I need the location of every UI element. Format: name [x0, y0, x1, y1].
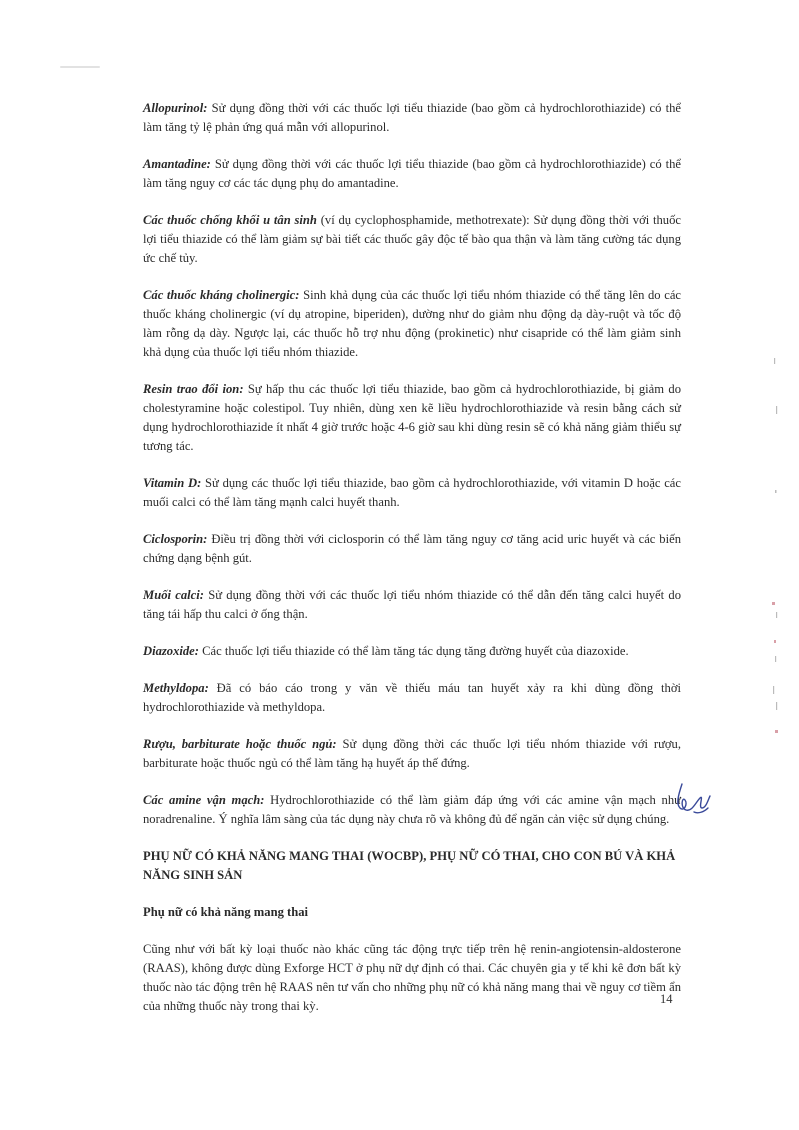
interaction-paragraph [143, 791, 681, 829]
interaction-text: Sử dụng đồng thời với các thuốc lợi tiểu thiazide (bao gồm cả hydrochlorothiazide) có thể làm tăng tỷ lệ phản ứng quá mẫn với allopurinol. [143, 101, 681, 134]
interaction-paragraph [143, 642, 681, 661]
drug-term: Các thuốc kháng cholinergic: [143, 288, 300, 302]
interaction-text: Các thuốc lợi tiểu thiazide có thể làm tăng tác dụng tăng đường huyết của diazoxide. [198, 644, 629, 658]
interaction-text: Điều trị đồng thời với ciclosporin có thể làm tăng nguy cơ tăng acid uric huyết và các biến chứng dạng bệnh gút. [143, 532, 681, 565]
interaction-text: Sử dụng đồng thời với các thuốc lợi tiểu thiazide (bao gồm cả hydrochlorothiazide) có thể làm tăng nguy cơ các tác dụng phụ do amantadine. [143, 157, 681, 190]
handwritten-initials-icon [672, 778, 716, 822]
drug-term: Các thuốc chống khối u tân sinh [143, 213, 317, 227]
interaction-text: Sử dụng đồng thời với các thuốc lợi tiểu nhóm thiazide có thể dẫn đến tăng calci huyết do tăng tái hấp thu calci ở ống thận. [143, 588, 681, 621]
interaction-paragraph [143, 155, 681, 193]
interaction-paragraph [143, 380, 681, 456]
interaction-paragraph [143, 211, 681, 268]
drug-term: Rượu, barbiturate hoặc thuốc ngủ: [143, 737, 337, 751]
interaction-paragraph [143, 679, 681, 717]
interaction-paragraph [143, 286, 681, 362]
drug-term: Diazoxide: [143, 644, 199, 658]
section-heading: PHỤ NỮ CÓ KHẢ NĂNG MANG THAI (WOCBP), PHỤ NỮ CÓ THAI, CHO CON BÚ VÀ KHẢ NĂNG SINH SẢN [143, 849, 676, 882]
page-number: 14 [660, 992, 673, 1006]
interaction-text: Hydrochlorothiazide có thể làm giảm đáp ứng với các amine vận mạch như noradrenaline. Ý nghĩa lâm sàng của tác dụng này chưa rõ và không đủ để ngăn cản việc sử dụng chúng. [143, 793, 681, 826]
scan-smudge [60, 66, 100, 68]
drug-term: Vitamin D: [143, 476, 202, 490]
drug-term: Ciclosporin: [143, 532, 208, 546]
closing-paragraph: Cũng như với bất kỳ loại thuốc nào khác cũng tác động trực tiếp trên hệ renin-angiotensin-aldosterone (RAAS), không được dùng Exforge HCT ở phụ nữ dự định có thai. Các chuyên gia y tế khi kê đơn bất kỳ thuốc nào tác động trên hệ RAAS nên tư vấn cho những phụ nữ có khả năng mang thai về nguy cơ tiềm ẩn của những thuốc này trong thai kỳ. [143, 942, 681, 1013]
interaction-text: Đã có báo cáo trong y văn về thiếu máu tan huyết xảy ra khi dùng đồng thời hydrochlorothiazide và methyldopa. [143, 681, 681, 714]
interaction-text: Sự hấp thu các thuốc lợi tiểu thiazide, bao gồm cả hydrochlorothiazide, bị giảm do cholestyramine hoặc colestipol. Tuy nhiên, dùng xen kẽ liều hydrochlorothiazide và resin bằng cách sử dụng hydrochlorothiazide ít nhất 4 giờ trước hoặc 4-6 giờ sau khi dùng resin sẽ có khả năng giảm thiểu sự tương tác. [143, 382, 681, 453]
scan-edge-marks [764, 350, 784, 770]
drug-term: Muối calci: [143, 588, 204, 602]
drug-term: Allopurinol: [143, 101, 208, 115]
interaction-text: (ví dụ cyclophosphamide, methotrexate): Sử dụng đồng thời với thuốc lợi tiểu thiazide có thể làm giảm sự bài tiết các thuốc gây độc tế bào qua thận và làm tăng cường tác dụng ức chế tủy. [143, 213, 681, 265]
interaction-text: Sinh khả dụng của các thuốc lợi tiểu nhóm thiazide có thể tăng lên do các thuốc kháng cholinergic (ví dụ atropine, biperiden), dường như do giảm nhu động dạ dày-ruột và tốc độ làm rỗng dạ dày. Ngược lại, các thuốc hỗ trợ nhu động (prokinetic) như cisapride có thể làm giảm sinh khả dụng của thuốc lợi tiểu nhóm thiazide. [143, 288, 681, 359]
interaction-paragraph [143, 474, 681, 512]
drug-term: Resin trao đổi ion: [143, 382, 244, 396]
interaction-text: Sử dụng đồng thời các thuốc lợi tiểu nhóm thiazide với rượu, barbiturate hoặc thuốc ngủ có thể làm tăng hạ huyết áp thế đứng. [143, 737, 682, 770]
interaction-paragraph [143, 530, 681, 568]
document-body [143, 99, 681, 1034]
interaction-text: Sử dụng các thuốc lợi tiểu thiazide, bao gồm cả hydrochlorothiazide, với vitamin D hoặc các muối calci có thể làm tăng mạnh calci huyết thanh. [143, 476, 681, 509]
interaction-paragraph [143, 735, 681, 773]
interaction-paragraph [143, 586, 681, 624]
interaction-paragraph [143, 99, 681, 137]
drug-term: Methyldopa: [143, 681, 209, 695]
sub-heading: Phụ nữ có khả năng mang thai [143, 905, 309, 919]
drug-term: Các amine vận mạch: [143, 793, 265, 807]
drug-term: Amantadine: [143, 157, 211, 171]
interaction-list [143, 99, 681, 829]
